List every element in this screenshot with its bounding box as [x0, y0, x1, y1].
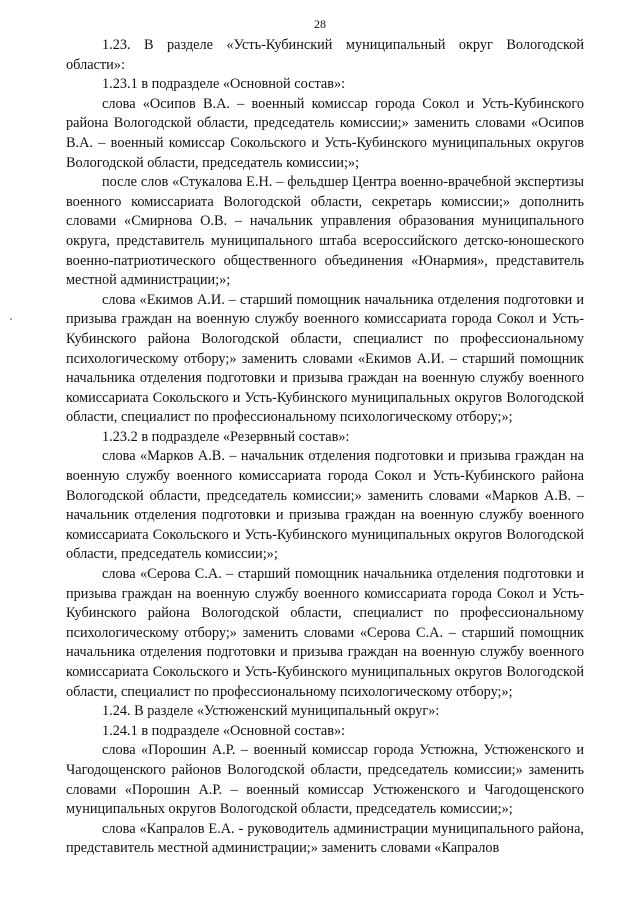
paragraph-1-23-2-heading: 1.23.2 в подразделе «Резервный состав»:: [102, 428, 350, 445]
scan-speck: [10, 318, 12, 320]
paragraph-kapralov: слова «Капралов Е.А. - руководитель администрации муниципального района, представитель местной администрации;» заменить словами «Капралов: [66, 820, 584, 857]
document-body: [66, 36, 584, 859]
paragraph-stukalova: после слов «Стукалова Е.Н. – фельдшер Центра военно-врачебной экспертизы военного комиссариата Вологодской области, секретарь комиссии;» дополнить словами «Смирнова О.В. – начальник управления образования муниципального округа, представитель муниципального штаба всероссийского детско-юношеского военно-патриотического общественного объединения «Юнармия», представитель местной администрации;»;: [66, 174, 584, 289]
paragraph-ekimov: слова «Екимов А.И. – старший помощник начальника отделения подготовки и призыва граждан на военную службу военного комиссариата города Сокол и Усть-Кубинского района Вологодской области, специалист по профессиональному психологическому отбору;» заменить словами «Екимов А.И. – старший помощник начальника отделения подготовки и призыва граждан на военную службу военного комиссариата Сокольского и Усть-Кубинского муниципальных округов Вологодской области, специалист по профессиональному психологическому отбору;»;: [66, 291, 584, 426]
paragraph-1-24-heading: 1.24. В разделе «Устюженский муниципальный округ»:: [102, 703, 440, 720]
paragraph-1-23-1-heading: 1.23.1 в подразделе «Основной состав»:: [102, 76, 346, 93]
page-number: 28: [314, 17, 326, 31]
paragraph-serova: слова «Серова С.А. – старший помощник начальника отделения подготовки и призыва граждан на военную службу военного комиссариата города Сокол и Усть-Кубинского района Вологодской области, специалист по профессиональному психологическому отбору;» заменить словами «Серова С.А. – старший помощник начальника отделения подготовки и призыва граждан на военную службу военного комиссариата Сокольского и Усть-Кубинского муниципальных округов Вологодской области, специалист по профессиональному психологическому отбору;»;: [66, 566, 584, 700]
paragraph-poroshin: слова «Порошин А.Р. – военный комиссар города Устюжна, Устюженского и Чагодощенского районов Вологодской области, председатель комиссии;» заменить словами «Порошин А.Р. – военный комиссар Устюженского и Чагодощенского муниципальных округов Вологодской области, председатель комиссии;»;: [66, 742, 584, 818]
paragraph-osipov: слова «Осипов В.А. – военный комиссар города Сокол и Усть-Кубинского района Вологодской области, председатель комиссии;» заменить словами «Осипов В.А. – военный комиссар Сокольского и Усть-Кубинского муниципальных округов Вологодской области, председатель комиссии;»;: [66, 95, 584, 171]
paragraph-1-24-1-heading: 1.24.1 в подразделе «Основной состав»:: [102, 722, 346, 739]
paragraph-1-23-heading: 1.23. В разделе «Усть-Кубинский муниципальный округ Вологодской области»:: [66, 37, 584, 73]
paragraph-markov: слова «Марков А.В. – начальник отделения подготовки и призыва граждан на военную службу военного комиссариата города Сокол и Усть-Кубинского района Вологодской области, председатель комиссии;» заменить словами «Марков А.В. – начальник отделения подготовки и призыва граждан на военную службу военного комиссариата Сокольского и Усть-Кубинского муниципальных округов Вологодской области, председатель комиссии;»;: [66, 448, 584, 563]
